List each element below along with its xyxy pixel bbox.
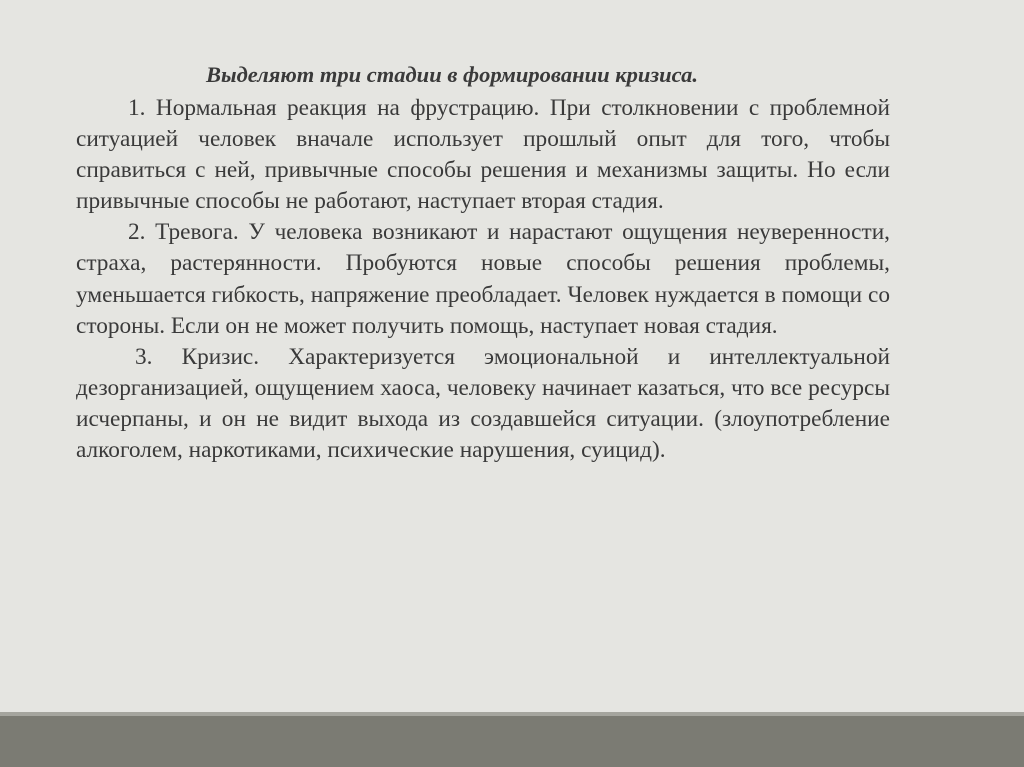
slide-heading: Выделяют три стадии в формировании кризиса.: [206, 62, 698, 87]
footer-bar: [0, 716, 1024, 767]
stage-2-paragraph: 2. Тревога. У человека возникают и нарастают ощущения неуверенности, страха, растерянности. Пробуются новые способы решения проблемы, уменьшается гибкость, напряжение преобладает. Человек нуждается в помощи со стороны. Если он не может получить помощь, наступает новая стадия.: [76, 219, 890, 339]
slide-content: [76, 60, 890, 466]
stage-1-paragraph: 1. Нормальная реакция на фрустрацию. При столкновении с проблемной ситуацией человек вначале использует прошлый опыт для того, чтобы справиться с ней, привычные способы решения и механизмы защиты. Но если привычные способы не работают, наступает вторая стадия.: [76, 95, 890, 215]
stage-3-paragraph: 3. Кризис. Характеризуется эмоциональной и интеллектуальной дезорганизацией, ощущением хаоса, человеку начинает казаться, что все ресурсы исчерпаны, и он не видит выхода из создавшейся ситуации. (злоупотребление алкоголем, наркотиками, психические нарушения, суицид).: [76, 343, 890, 464]
